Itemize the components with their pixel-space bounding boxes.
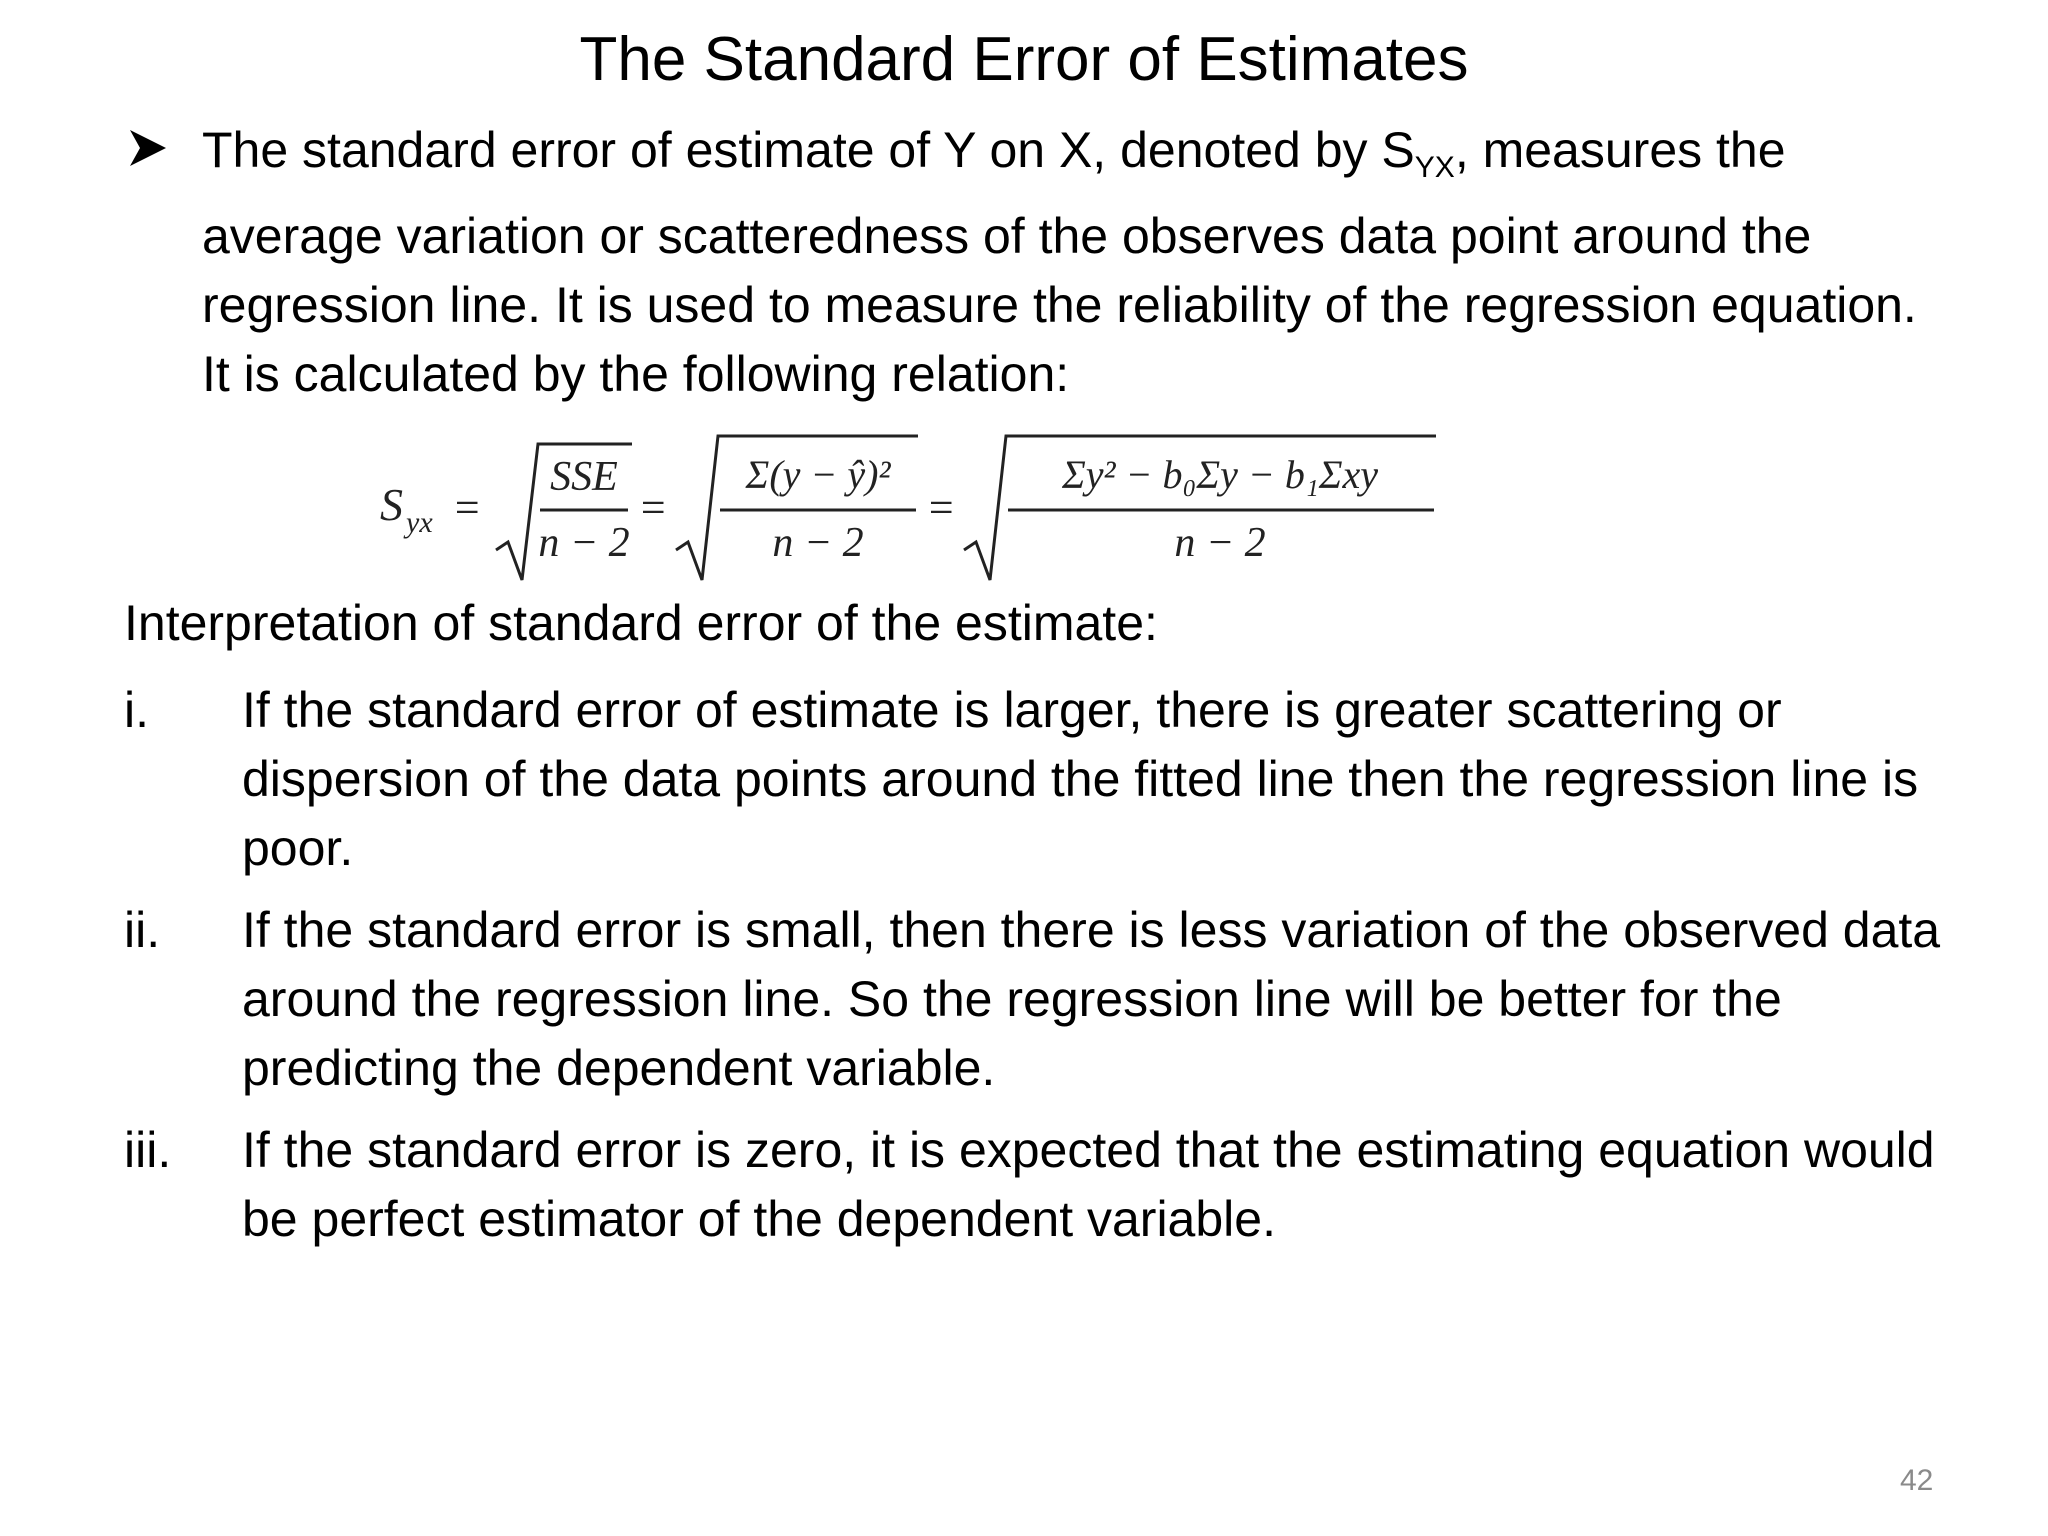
arrow-bullet-icon: [126, 126, 170, 170]
slide-title: The Standard Error of Estimates: [579, 25, 1469, 94]
fraction-2-denominator: n − 2: [772, 520, 864, 566]
list-item-text: If the standard error is small, then there is less variation of the observed data around the regression line. So the regression line will be better for the predicting the dependent variable.: [242, 902, 1941, 1096]
symbol-s: S: [1381, 122, 1415, 178]
definition-text-part2: , measures the average variation or scatteredness of the observes data point around the regression line. It is used to measure the reliability of the regression equation. It is calculated by the following relation:: [202, 122, 1917, 402]
formula-lhs: S: [380, 479, 403, 530]
formula-equals-2: =: [638, 483, 668, 532]
fraction-3-numerator: Σy² − b₀Σy − b₁Σxy: [1061, 452, 1379, 497]
list-item-text: If the standard error is zero, it is expected that the estimating equation would be perfect estimator of the dependent variable.: [242, 1122, 1935, 1247]
page-number: 42: [1900, 1464, 1934, 1497]
list-item-number: i.: [124, 682, 149, 738]
standard-error-formula: [370, 430, 1450, 590]
definition-text-part1: The standard error of estimate of Y on X, denoted by: [202, 122, 1382, 178]
fraction-1-numerator: SSE: [550, 454, 618, 500]
formula-lhs-subscript: yx: [406, 506, 433, 539]
list-item-number: ii.: [124, 902, 161, 958]
interpretation-heading: Interpretation of standard error of the estimate:: [124, 595, 1158, 651]
list-item-number: iii.: [124, 1122, 172, 1178]
symbol-subscript: YX: [1414, 151, 1455, 184]
fraction-3-denominator: n − 2: [1174, 520, 1266, 566]
formula-equals-1: =: [452, 483, 482, 532]
definition-text: [202, 116, 1932, 409]
fraction-2-numerator: Σ(y − ŷ)²: [745, 452, 891, 497]
list-item-text: If the standard error of estimate is larger, there is greater scattering or dispersion of the data points around the fitted line then the regression line is poor.: [242, 682, 1919, 876]
formula-equals-3: =: [926, 483, 956, 532]
fraction-1-denominator: n − 2: [538, 520, 630, 566]
